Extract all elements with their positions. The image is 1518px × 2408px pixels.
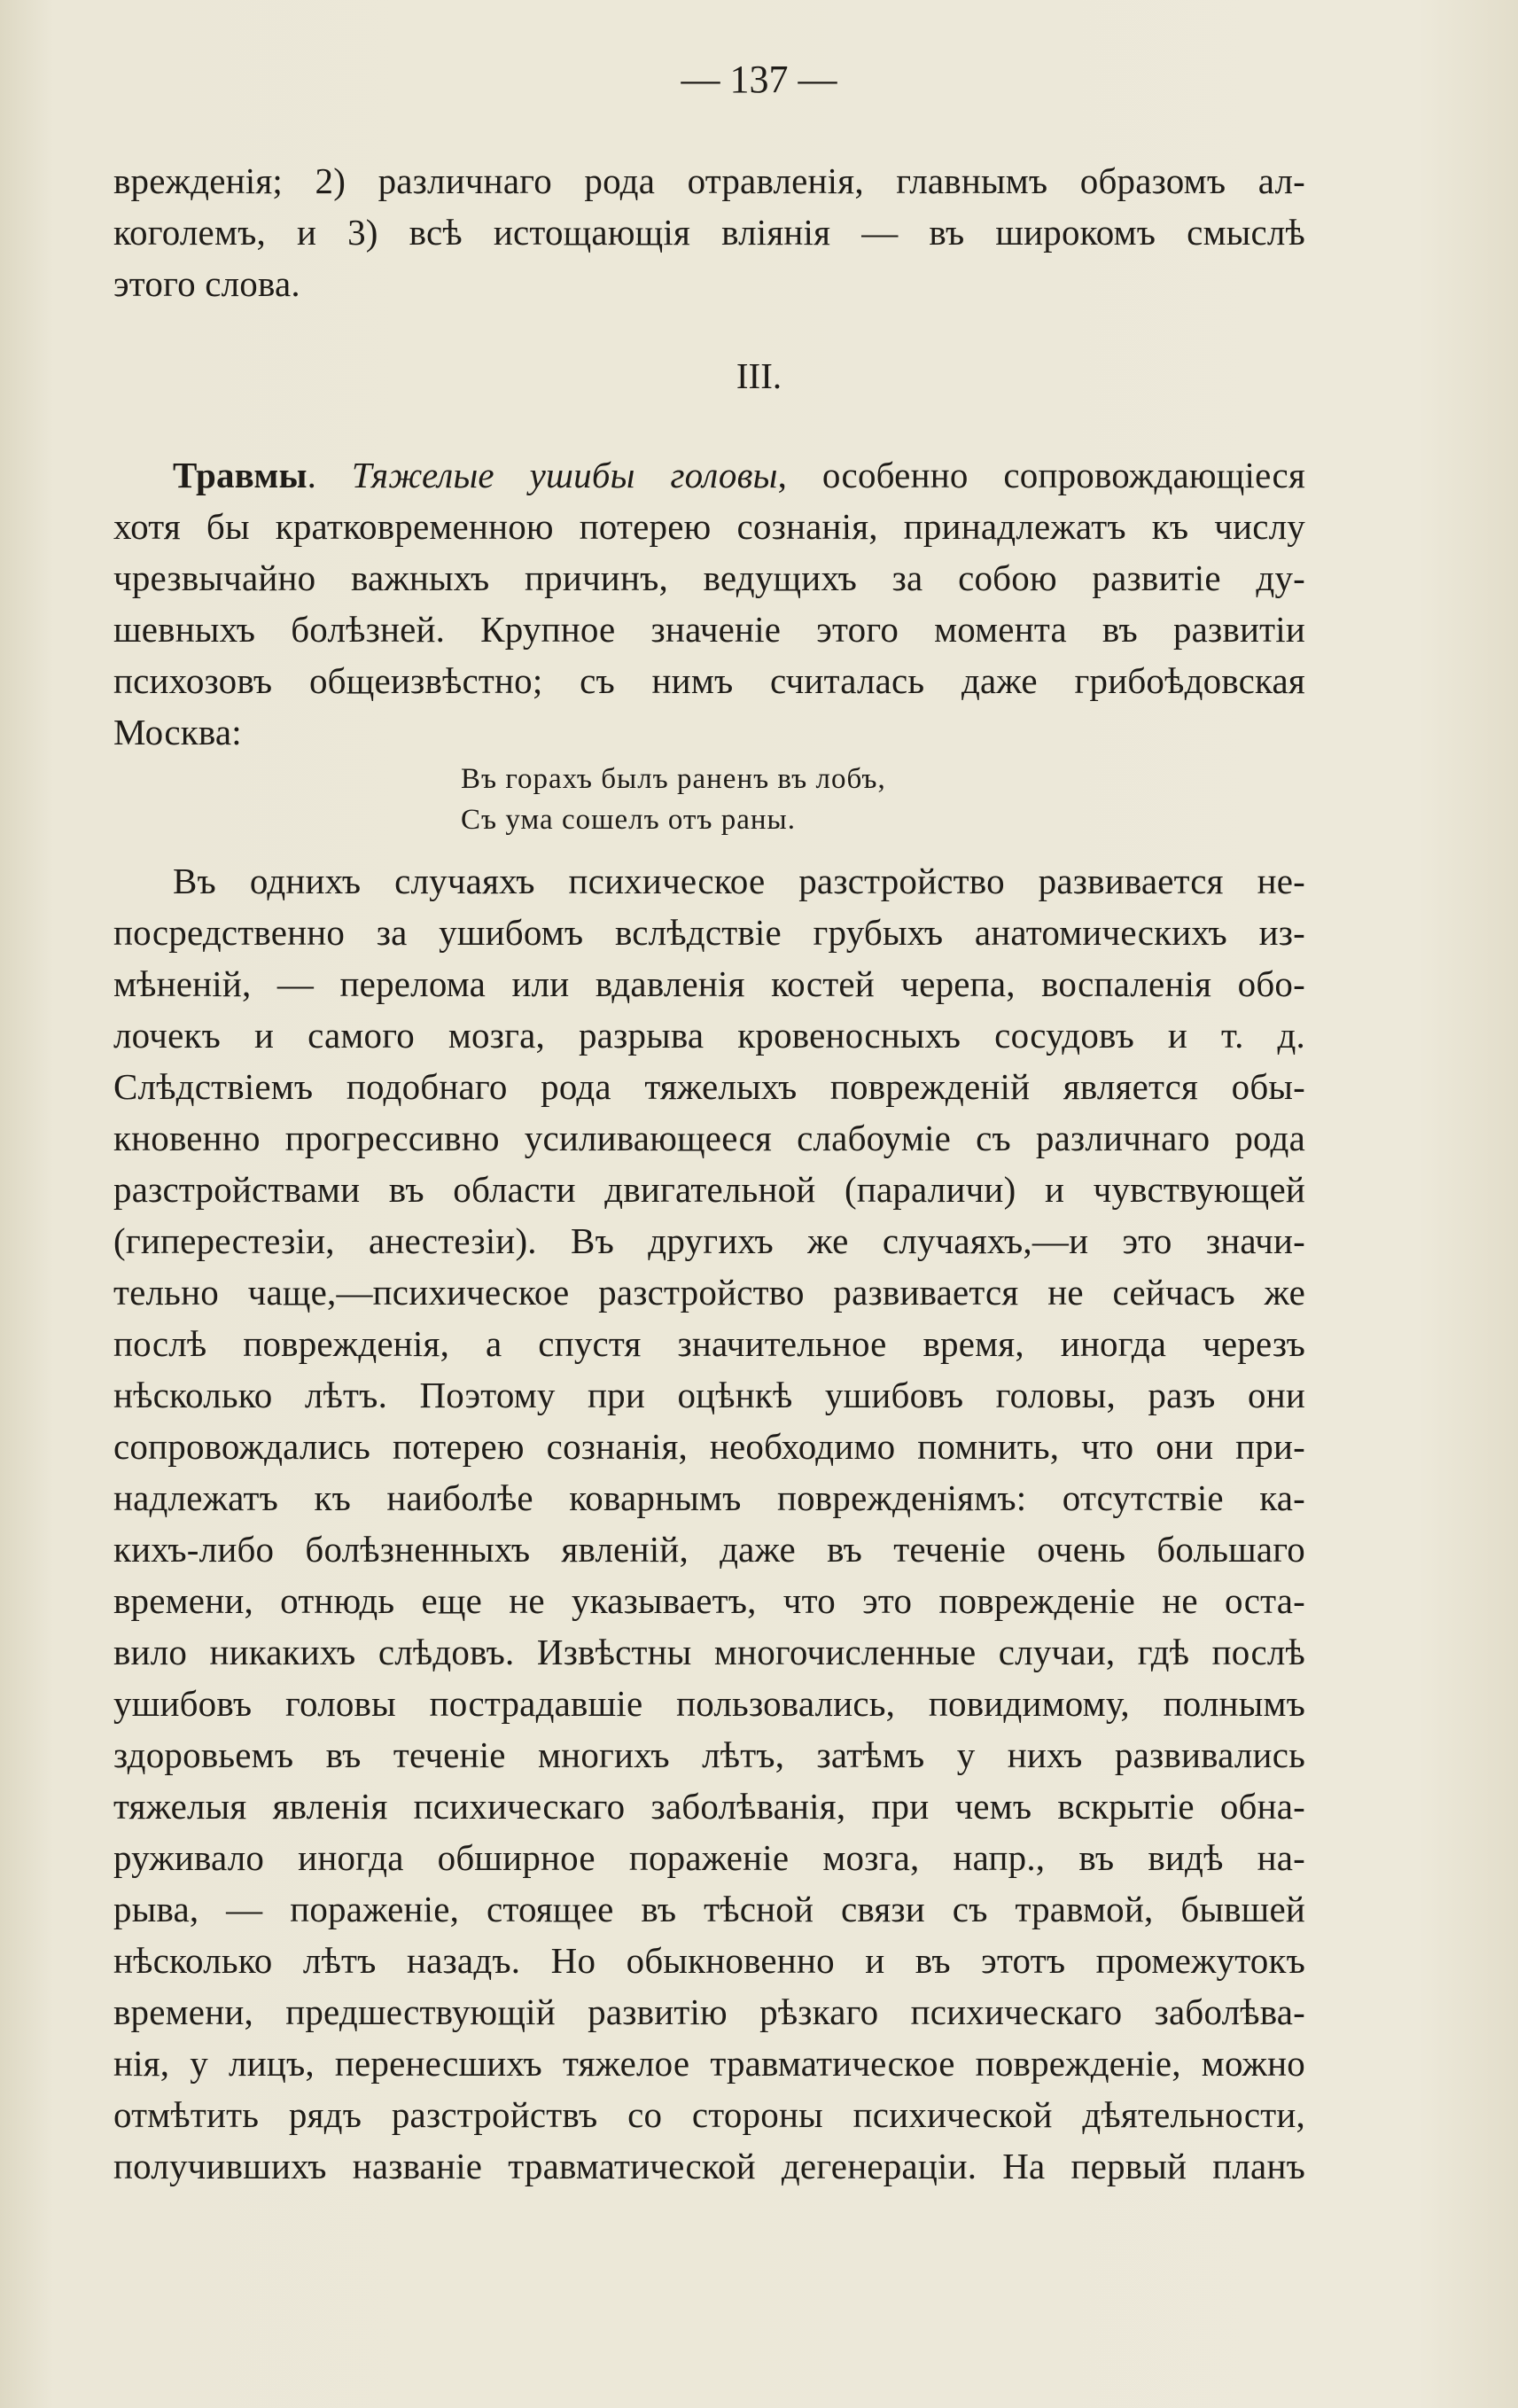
- text-line: нѣсколько лѣтъ. Поэтому при оцѣнкѣ ушибовъ головы, разъ они: [113, 1375, 1305, 1415]
- text-line: коголемъ, и 3) всѣ истощающія вліянія — въ широкомъ смыслѣ: [113, 212, 1305, 253]
- text-line: мѣненій, — перелома или вдавленія костей черепа, воспаленія обо-: [113, 963, 1305, 1004]
- text-line: тяжелыя явленія психическаго заболѣванія, при чемъ вскрытіе обна-: [113, 1786, 1305, 1827]
- text-line: отмѣтить рядъ разстройствъ со стороны психической дѣятельности,: [113, 2094, 1305, 2135]
- text-line: хотя бы кратковременною потерею сознанія, принадлежатъ къ числу: [113, 506, 1305, 547]
- text-line: посредственно за ушибомъ вслѣдствіе грубыхъ анатомическихъ из-: [113, 912, 1305, 953]
- text-line: (гиперестезіи, анестезіи). Въ другихъ же случаяхъ,—и это значи-: [113, 1220, 1305, 1261]
- text-line: Въ однихъ случаяхъ психическое разстройство развивается не-: [173, 861, 1305, 901]
- text-line: кихъ-либо болѣзненныхъ явленій, даже въ теченіе очень большаго: [113, 1529, 1305, 1570]
- trauma-intro-line: [173, 450, 1305, 500]
- text-line: Москва:: [113, 712, 242, 752]
- text-line: надлежатъ къ наиболѣе коварнымъ поврежденіямъ: отсутствіе ка-: [113, 1477, 1305, 1518]
- text-line: шевныхъ болѣзней. Крупное значеніе этого момента въ развитіи: [113, 609, 1305, 650]
- text-line: врежденія; 2) различнаго рода отравленія, главнымъ образомъ ал-: [113, 160, 1305, 201]
- text-line: времени, предшествующій развитію рѣзкаго психическаго заболѣва-: [113, 1991, 1305, 2032]
- text-line: послѣ поврежденія, а спустя значительное время, иногда черезъ: [113, 1323, 1305, 1364]
- section-term-bold: Травмы: [173, 455, 307, 495]
- text-line: кновенно прогрессивно усиливающееся слабоуміе съ различнаго рода: [113, 1118, 1305, 1158]
- text-line: лочекъ и самого мозга, разрыва кровеносныхъ сосудовъ и т. д.: [113, 1015, 1305, 1056]
- text-line: здоровьемъ въ теченіе многихъ лѣтъ, затѣмъ у нихъ развивались: [113, 1734, 1305, 1775]
- poem-line: Съ ума сошелъ отъ раны.: [461, 804, 796, 836]
- section-heading: III.: [736, 355, 782, 396]
- text-line: этого слова.: [113, 263, 300, 304]
- text-line: чрезвычайно важныхъ причинъ, ведущихъ за собою развитіе ду-: [113, 557, 1305, 598]
- text-line: тельно чаще,—психическое разстройство развивается не сейчасъ же: [113, 1272, 1305, 1313]
- text-line: психозовъ общеизвѣстно; съ нимъ считалась даже грибоѣдовская: [113, 660, 1305, 701]
- text-line: времени, отнюдь еще не указываетъ, что это поврежденіе не оста-: [113, 1580, 1305, 1621]
- text-line: руживало иногда обширное пораженіе мозга, напр., въ видѣ на-: [113, 1837, 1305, 1878]
- text-line: разстройствами въ области двигательной (параличи) и чувствующей: [113, 1169, 1305, 1210]
- text-line: сопровождались потерею сознанія, необходимо помнить, что они при-: [113, 1426, 1305, 1467]
- section-term-italic: Тяжелые ушибы головы: [351, 455, 778, 495]
- text-line: ушибовъ головы пострадавшіе пользовались, повидимому, полнымъ: [113, 1683, 1305, 1724]
- page-number: — 137 —: [681, 58, 837, 101]
- text-line: получившихъ названіе травматической дегенераціи. На первый планъ: [113, 2146, 1305, 2186]
- text-line: рыва, — пораженіе, стоящее въ тѣсной связи съ травмой, бывшей: [113, 1889, 1305, 1929]
- text-line: Слѣдствіемъ подобнаго рода тяжелыхъ поврежденій является обы-: [113, 1066, 1305, 1107]
- text-run: .: [307, 455, 352, 495]
- text-line: нѣсколько лѣтъ назадъ. Но обыкновенно и въ этотъ промежутокъ: [113, 1940, 1305, 1981]
- text-line: вило никакихъ слѣдовъ. Извѣстны многочисленные случаи, гдѣ послѣ: [113, 1632, 1305, 1672]
- text-run: , особенно сопровождающіеся: [777, 455, 1305, 495]
- poem-line: Въ горахъ былъ раненъ въ лобъ,: [461, 763, 886, 795]
- text-line: нія, у лицъ, перенесшихъ тяжелое травматическое поврежденіе, можно: [113, 2043, 1305, 2084]
